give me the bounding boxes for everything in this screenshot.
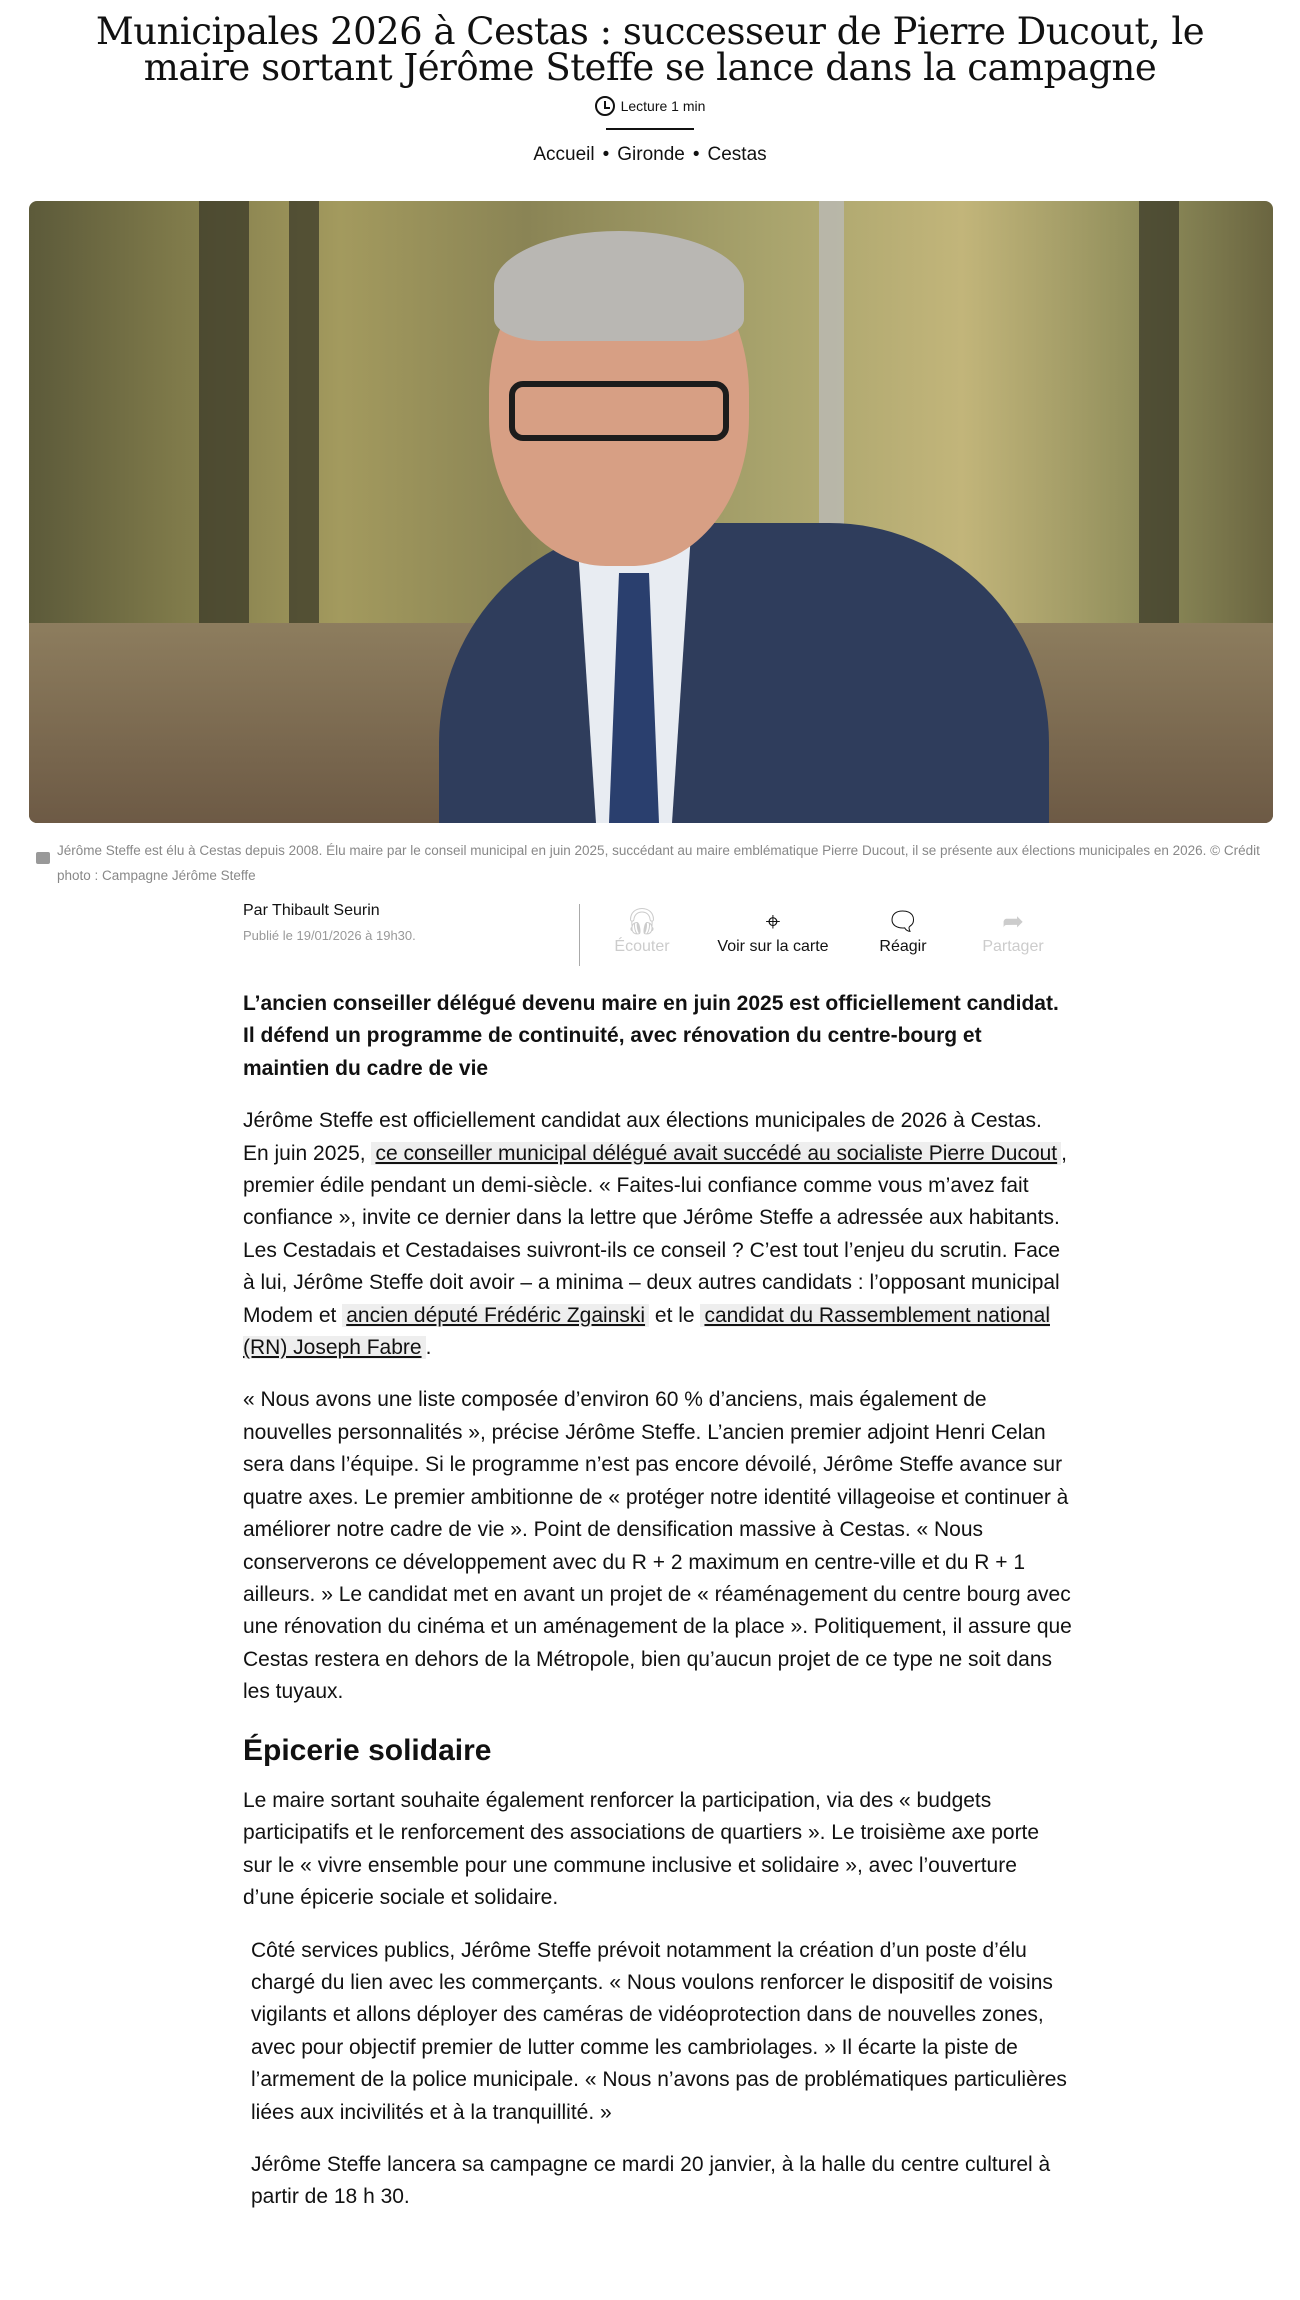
breadcrumb-cestas[interactable]: Cestas (707, 144, 767, 165)
author[interactable]: Par Thibault Seurin (243, 902, 380, 919)
breadcrumb-gironde[interactable]: Gironde (617, 144, 685, 165)
react-label: Réagir (879, 938, 927, 955)
reading-time-label: Lecture 1 min (620, 98, 706, 114)
listen-button[interactable] (607, 904, 677, 956)
link-pierre-ducout[interactable]: ce conseiller municipal délégué avait succédé au socialiste Pierre Ducout (371, 1142, 1061, 1165)
reading-time (0, 96, 1300, 116)
breadcrumb-accueil[interactable]: Accueil (533, 144, 595, 165)
divider (606, 128, 694, 130)
paragraph: Jérôme Steffe lancera sa campagne ce mardi 20 janvier, à la halle du centre culturel à partir de 18 h 30. (251, 2153, 1051, 2209)
map-pin-icon: ⌖ (765, 906, 781, 936)
comment-icon: 🗨︎ (886, 906, 920, 936)
react-button[interactable] (863, 904, 943, 956)
publish-date: Publié le 19/01/2026 à 19h30. (243, 928, 416, 943)
breadcrumb: Accueil • Gironde • Cestas (533, 144, 767, 165)
hero-photo (29, 201, 1273, 823)
paragraph: Côté services publics, Jérôme Steffe prévoit notamment la création d’un poste d’élu chargé du lien avec les commerçants. « Nous voulons renforcer le dispositif de voisins vigilants et allons déployer des caméras de vidéoprotection dans de nouvelles zones, avec pour objectif premier de lutter comme les cambriolages. » Il écarte la piste de l’armement de la police municipale. « Nous n’avons pas de problématiques particulières liées aux incivilités et à la tranquillité. » (251, 1938, 1067, 2124)
clock-icon (595, 96, 615, 116)
article-body (243, 988, 1073, 2234)
camera-icon (36, 852, 50, 864)
listen-label: Écouter (614, 938, 670, 955)
article-lede: L’ancien conseiller délégué devenu maire en juin 2025 est officiellement candidat. Il défend un programme de continuité, avec rénovation du centre-bourg et maintien du cadre de vie (243, 992, 1059, 1080)
paragraph: « Nous avons une liste composée d’environ 60 % d’anciens, mais également de nouvelles personnalités », précise Jérôme Steffe. L’ancien premier adjoint Henri Celan sera dans l’équipe. Si le programme n’est pas encore dévoilé, Jérôme Steffe avance sur quatre axes. Le premier ambitionne de « protéger notre identité villageoise et continuer à améliorer notre cadre de vie ». Point de densification massive à Cestas. « Nous conserverons ce développement avec du R + 2 maximum en centre-ville et du R + 1 ailleurs. » Le candidat met en avant un projet de « réaménagement du centre bourg avec une rénovation du cinéma et un aménagement de la place ». Politiquement, il assure que Cestas restera en dehors de la Métropole, bien qu’aucun projet de ce type ne soit dans les tuyaux. (243, 1388, 1072, 1704)
paragraph: Le maire sortant souhaite également renforcer la participation, via des « budgets participatifs et le renforcement des associations de quartiers ». Le troisième axe porte sur le « vivre ensemble pour une commune inclusive et solidaire », avec l’ouverture d’une épicerie sociale et solidaire. (243, 1788, 1040, 1910)
link-frederic-zgainski[interactable]: ancien député Frédéric Zgainski (342, 1304, 649, 1327)
divider (579, 904, 580, 966)
share-button[interactable] (973, 904, 1053, 956)
page-title: Municipales 2026 à Cestas : successeur de Pierre Ducout, le maire sortant Jérôme Steffe se lance dans la campagne (95, 10, 1205, 89)
paragraph: Jérôme Steffe est officiellement candidat aux élections municipales de 2026 à Cestas. En juin 2025, ce conseiller municipal délégué avait succédé au socialiste Pierre Ducout , premier édile pendant un demi-siècle. « Faites-lui confiance comme vous m’avez fait confiance », invite ce dernier dans la lettre que Jérôme Steffe a adressée aux habitants. Les Cestadais et Cestadaises suivront-ils ce conseil ? C’est tout l’enjeu du scrutin. Face à lui, Jérôme Steffe doit avoir – a minima – deux autres candidats : l’opposant municipal Modem et ancien député Frédéric Zgainski et le candidat du Rassemblement national (RN) Joseph Fabre . (243, 1109, 1067, 1360)
link-joseph-fabre[interactable]: candidat du Rassemblement national (RN) Joseph Fabre (243, 1303, 1050, 1360)
section-heading: Épicerie solidaire (243, 1733, 492, 1767)
headphones-icon: 🎧︎ (625, 906, 659, 936)
article-meta (243, 900, 1063, 972)
share-label: Partager (982, 938, 1044, 955)
share-icon: ➦ (1002, 906, 1024, 936)
caption-text: Jérôme Steffe est élu à Cestas depuis 2008. Élu maire par le conseil municipal en juin 2025, succédant au maire emblématique Pierre Ducout, il se présente aux élections municipales en 2026. © Crédit photo : Campagne Jérôme Steffe (57, 843, 1260, 883)
photo-caption (33, 838, 1273, 888)
map-label: Voir sur la carte (717, 938, 829, 955)
map-button[interactable] (703, 904, 843, 956)
